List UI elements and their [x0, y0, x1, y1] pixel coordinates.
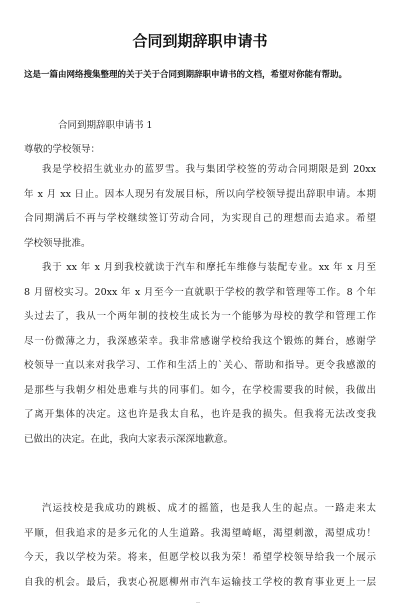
document-intro: 这是一篇由网络搜集整理的关于关于合同到期辞职申请书的文档，希望对你能有帮助。 [24, 70, 348, 80]
paragraph-line: 已做出的决定。在此，我向大家表示深深地歉意。 [24, 433, 234, 445]
paragraph-line: 校领导一直以来对我学习、工作和生活上的`关心、帮助和指导。更令我感激的 [24, 360, 376, 371]
paragraph-line: 尽一份微薄之力，我深感荣幸。我非常感谢学校给我这个锻炼的舞台，感谢学 [24, 335, 376, 347]
paragraph-line: 平顺，但我追求的是多元化的人生道路。我渴望崎岖，渴望刺激，渴望成功！ [24, 527, 376, 539]
paragraph-3 [24, 497, 376, 595]
paragraph-1 [24, 158, 376, 256]
paragraph-line: 今天，我以学校为荣。将来，但愿学校以我为荣！希望学校领导给我一个展示 [24, 552, 376, 563]
paragraph-line: 我于 xx 年 x 月到我校就读于汽车和摩托车维修与装配专业。xx 年 x 月至 [42, 262, 376, 273]
paragraph-line: 了离开集体的决定。这也许是我太自私，也许是我的损失。但我将无法改变我 [24, 409, 376, 420]
paragraph-line: 自我的机会。最后，我衷心祝愿柳州市汽车运输技工学校的教育事业更上一层 [24, 576, 376, 588]
page-number: -- [196, 599, 201, 606]
paragraph-line: 合同期满后不再与学校继续签订劳动合同，为实现自己的理想而去追求。希望 [24, 213, 376, 224]
paragraph-2 [24, 256, 376, 452]
paragraph-line: 头过去了，我从一个两年制的技校生成长为一个能够为母校的教学和管理工作 [24, 311, 376, 322]
salutation: 尊敬的学校领导： [24, 144, 101, 155]
paragraph-line: 年 x 月 xx 日止。因本人现另有发展目标，所以向学校领导提出辞职申请。本期 [24, 188, 376, 200]
paragraph-line: 学校领导批准。 [24, 237, 91, 249]
paragraph-line: 我是学校招生就业办的蓝罗雪。我与集团学校签的劳动合同期限是到 20xx [42, 164, 376, 175]
document-title: 合同到期辞职申请书 [132, 32, 268, 50]
paragraph-line: 汽运技校是我成功的跳板、成才的摇篮，也是我人生的起点。一路走来太 [42, 503, 376, 514]
paragraph-line: 8 月留校实习。20xx 年 x 月至今一直就职于学校的教学和管理等工作。8 个年 [24, 286, 376, 298]
section-heading: 合同到期辞职申请书 1 [58, 120, 153, 131]
paragraph-line: 是那些与我朝夕相处患难与共的同事们。如今，在学校需要我的时候，我做出 [24, 384, 376, 396]
